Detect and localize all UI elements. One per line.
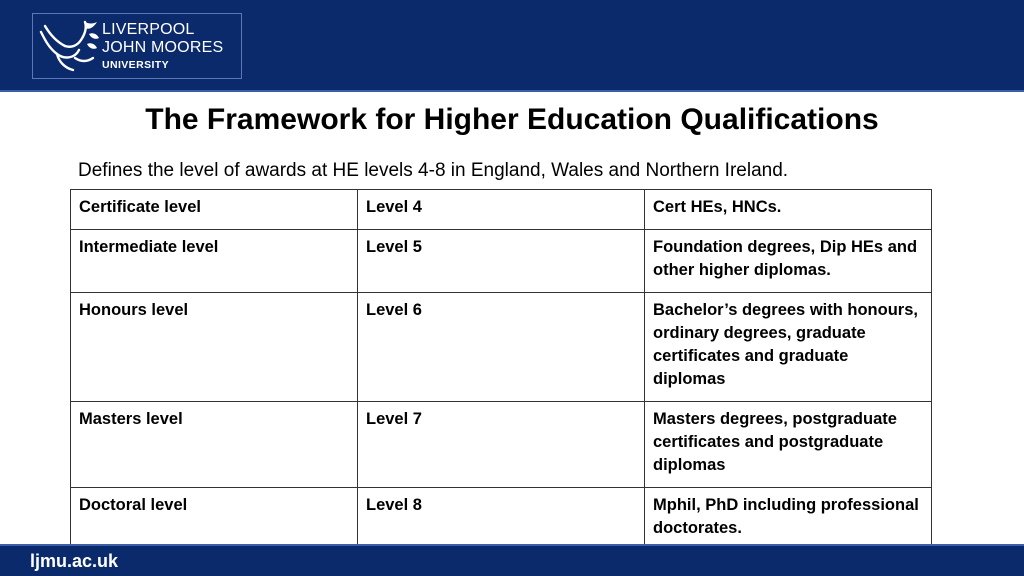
table-row bbox=[71, 402, 932, 488]
table-row bbox=[71, 190, 932, 230]
header-bar bbox=[0, 0, 1024, 92]
logo-wordmark bbox=[102, 21, 223, 73]
table-cell-level-name: Doctoral level bbox=[71, 488, 358, 551]
table-cell-awards: Masters degrees, postgraduate certificates and postgraduate diplomas bbox=[645, 402, 932, 488]
table-row bbox=[71, 488, 932, 551]
website-link[interactable]: ljmu.ac.uk bbox=[30, 551, 119, 571]
table-cell-level-name: Intermediate level bbox=[71, 230, 358, 293]
university-logo[interactable] bbox=[32, 13, 242, 79]
logo-line-2: JOHN MOORES bbox=[102, 39, 224, 56]
liver-bird-icon bbox=[35, 18, 101, 76]
table-cell-level-name: Honours level bbox=[71, 293, 358, 402]
footer-bar bbox=[0, 544, 1024, 576]
table-cell-level-name: Certificate level bbox=[71, 190, 358, 230]
slide-subtitle: Defines the level of awards at HE levels 4-8 in England, Wales and Northern Ireland. bbox=[78, 160, 789, 181]
logo-line-1: LIVERPOOL bbox=[102, 21, 195, 38]
table-cell-level-name: Masters level bbox=[71, 402, 358, 488]
table-row bbox=[71, 230, 932, 293]
table-row bbox=[71, 293, 932, 402]
table-cell-awards: Bachelor’s degrees with honours, ordinary degrees, graduate certificates and graduate diplomas bbox=[645, 293, 932, 402]
table-cell-awards: Mphil, PhD including professional doctorates. bbox=[645, 488, 932, 551]
qualifications-table bbox=[70, 189, 932, 551]
table-cell-level-number: Level 5 bbox=[358, 230, 645, 293]
table-cell-level-number: Level 6 bbox=[358, 293, 645, 402]
table-cell-level-number: Level 8 bbox=[358, 488, 645, 551]
table-cell-awards: Foundation degrees, Dip HEs and other higher diplomas. bbox=[645, 230, 932, 293]
table-cell-awards: Cert HEs, HNCs. bbox=[645, 190, 932, 230]
table-cell-level-number: Level 4 bbox=[358, 190, 645, 230]
slide-title: The Framework for Higher Education Qualifications bbox=[145, 103, 879, 136]
table-cell-level-number: Level 7 bbox=[358, 402, 645, 488]
logo-line-3: UNIVERSITY bbox=[102, 59, 170, 71]
